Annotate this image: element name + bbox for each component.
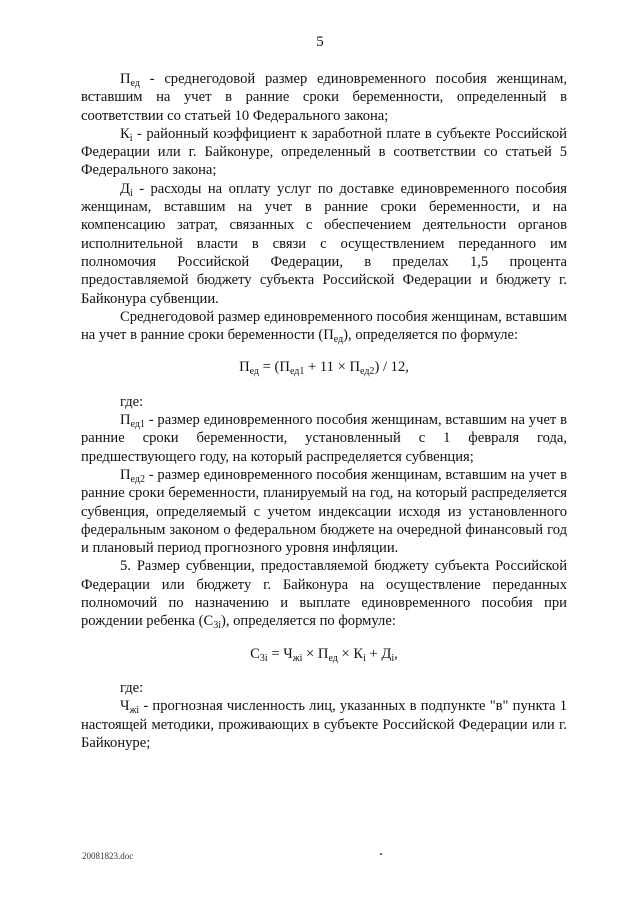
where-label: где:	[120, 679, 144, 696]
paragraph-item-5	[81, 557, 567, 630]
formula-subscript: ед	[249, 366, 260, 378]
formula-part: = (П	[259, 359, 290, 376]
page-number: 5	[316, 34, 324, 50]
paragraph-text: - размер единовременного пособия женщинам, вставшим на учет в ранние сроки беременности, планируемый на год, на который распределяется субвенция, определяемый с учетом индексации исходя из установленного федеральным законом о федеральном бюджете на очередной финансовый год и плановый период прогнозного уровня инфляции.	[81, 466, 567, 557]
symbol-subscript: ед	[333, 334, 344, 346]
formula-subscript: ед	[328, 652, 338, 664]
footer-filename: 20081823.doc	[82, 851, 134, 861]
symbol: Ч	[120, 698, 130, 715]
formula-part: × П	[302, 645, 329, 662]
paragraph-text-end: ), определяется по формуле:	[343, 327, 519, 344]
formula-part: П	[239, 359, 250, 376]
document-body	[81, 70, 567, 752]
symbol: П	[120, 466, 131, 483]
paragraph-text-end: ), определяется по формуле:	[220, 613, 396, 630]
paragraph-average-size	[81, 308, 567, 345]
symbol-subscript: i	[129, 187, 133, 199]
formula-subscript: ед1	[289, 366, 305, 378]
symbol: Д	[120, 180, 130, 197]
formula-subscript: 3i	[259, 652, 268, 664]
paragraph-di	[81, 180, 567, 308]
symbol-subscript: i	[129, 132, 133, 144]
formula-part: = Ч	[267, 645, 293, 662]
symbol-subscript: жi	[129, 705, 140, 717]
paragraph-ped	[81, 70, 567, 125]
formula-c3i	[81, 645, 567, 663]
formula-part: С	[250, 645, 260, 662]
formula-part: ) / 12,	[374, 359, 409, 376]
formula-ped	[81, 358, 567, 376]
symbol-subscript: ед	[130, 78, 140, 89]
formula-subscript: ед2	[360, 366, 375, 378]
paragraph-ki	[81, 125, 567, 180]
formula-subscript: жi	[292, 652, 303, 664]
formula-part: × К	[337, 645, 364, 662]
formula-subscript: i	[363, 652, 366, 664]
formula-part: + Д	[365, 645, 392, 662]
symbol: П	[120, 412, 131, 429]
symbol: П	[120, 71, 131, 87]
paragraph-text: - районный коэффициент к заработной плате в субъекте Российской Федерации или г. Байконуре, определенный в соответствии со статьей 5 Федерального закона;	[81, 125, 567, 179]
formula-part: ,	[394, 645, 398, 662]
symbol-subscript: 3i	[213, 620, 221, 632]
paragraph-ped1	[81, 411, 567, 466]
paragraph-ped2	[81, 466, 567, 557]
paragraph-text: - размер единовременного пособия женщинам, вставшим на учет в ранние сроки беременности, установленный с 1 февраля года, предшествующего году, на который распределяется субвенция;	[81, 412, 567, 465]
formula-subscript: i	[391, 652, 395, 664]
scan-artifact-dot	[380, 853, 382, 855]
paragraph-text: - среднегодовой размер единовременного пособия женщинам, вставшим на учет в ранние сроки беременности, определенный в соответствии со статьей 10 Федерального закона;	[81, 71, 567, 124]
symbol-subscript: ед1	[130, 419, 145, 431]
paragraph-text: - расходы на оплату услуг по доставке единовременного пособия женщинам, вставшим на учет в ранние сроки беременности, и на компенсацию затрат, связанных с обеспечением деятельности органов исполнительной власти в связи с осуществлением переданного им полномочия Российской Федерации, в пределах 1,5 процента предоставляемой бюджету субъекта Российской Федерации и бюджету г. Байконура субвенции.	[81, 180, 567, 307]
paragraph-text: Среднегодовой размер единовременного пособия женщинам, вставшим на учет в ранние сроки беременности (П	[81, 308, 567, 344]
paragraph-chzhi	[81, 697, 567, 752]
formula-part: + 11 × П	[304, 359, 361, 376]
where-label: где:	[120, 393, 144, 410]
paragraph-text: - прогнозная численность лиц, указанных в подпункте "в" пункта 1 настоящей методики, проживающих в субъекте Российской Федерации или г. Байконуре;	[81, 698, 567, 751]
paragraph-text: 5. Размер субвенции, предоставляемой бюджету субъекта Российской Федерации или бюджету г. Байконура на осуществление переданных полномочий по назначению и выплате единовременного пособия при рождении ребенка (С	[81, 558, 567, 630]
symbol: К	[120, 125, 130, 142]
symbol-subscript: ед2	[130, 473, 145, 485]
